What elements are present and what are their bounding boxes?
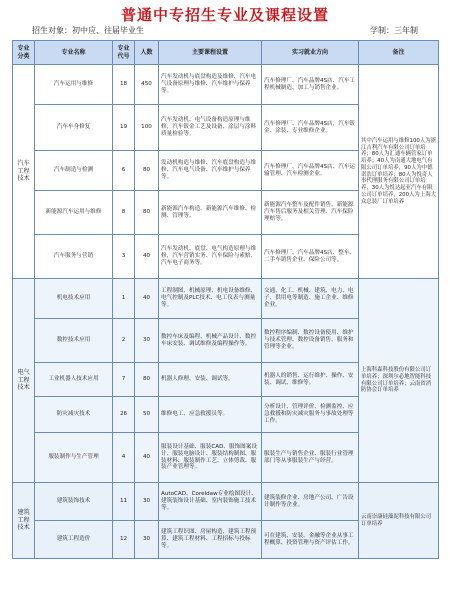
program-courses: 汽车发动机与底盘构造及维修、汽车电气设备原理与维修、汽车维护与保养等。 [159, 65, 262, 105]
program-jobs: 交通、化工、机械、建筑、电力、电子、供用电等制造、施工企业、维修企业。 [262, 279, 359, 319]
group-note: 上海科森科技股份有限公司订单培养；深圳尔必地智能科技有限公司订单培养；云南省消防协会订单培养 [359, 279, 439, 483]
program-name: 工业机器人技术应用 [35, 363, 113, 397]
program-count: 30 [135, 319, 159, 363]
program-jobs: 分析设计、管理评价、检测监控、应急救援和防灾减灾服务与事故处理等工作。 [262, 397, 359, 433]
program-jobs: 数控程序编制、数控设备使用、维护与技术管理、数控设备销售、服务和管理等企业。 [262, 319, 359, 363]
program-jobs: 可在建筑、安装、金融等企业从事工程概算、投资管理与资产评估工作。 [262, 521, 359, 559]
header-program-code: 专业代号 [113, 41, 135, 65]
category-cell: 汽车工程技术 [13, 65, 35, 279]
program-code: 4 [113, 433, 135, 483]
program-count: 50 [135, 397, 159, 433]
program-courses: 维修电工、应急救援员等。 [159, 397, 262, 433]
program-count: 40 [135, 235, 159, 279]
header-category: 专业分类 [13, 41, 35, 65]
program-name: 新能源汽车运用与维修 [35, 191, 113, 235]
program-code: 18 [113, 65, 135, 105]
program-table [12, 40, 439, 559]
enrollment-target: 招生对象：初中应、往届毕业生 [32, 26, 144, 35]
program-code: 1 [113, 279, 135, 319]
program-name: 防灾减灾技术 [35, 397, 113, 433]
page-title: 普通中专招生专业及课程设置 [120, 6, 329, 24]
program-courses: 数控车床及编程、机械产品设计、数控车床安装、调试维修及编程操作等。 [159, 319, 262, 363]
program-name: 汽车制造与检测 [35, 151, 113, 191]
program-jobs: 建筑装修企业、房地产公司、广告设计制作等企业。 [262, 483, 359, 521]
program-name: 服装制作与生产管理 [35, 433, 113, 483]
table-row [13, 279, 439, 319]
program-courses: 新能源汽车构造、新能源汽车维修、检测、管理等。 [159, 191, 262, 235]
program-courses: 建筑工程识图、房屋构造、建筑工程预算、建筑工程材料、工程招标与投标等。 [159, 521, 262, 559]
program-name: 汽车车身修复 [35, 105, 113, 151]
program-courses: 发动机构造与维修、汽车底盘构造与维修、汽车电气设备、汽车维护与保养等。 [159, 151, 262, 191]
program-courses: 工程制图、机械原理、机电设备维修、电气控制及PLC技术、电工仪表与测量等。 [159, 279, 262, 319]
program-count: 30 [135, 521, 159, 559]
program-jobs: 汽车修理厂、汽车品牌4S店、整车、二手车销售企业、保险公司等。 [262, 235, 359, 279]
program-name: 汽车运用与维修 [35, 65, 113, 105]
study-duration: 学制：三年制 [370, 26, 418, 35]
program-code: 19 [113, 105, 135, 151]
header-program-name: 专业名称 [35, 41, 113, 65]
program-name: 机电技术应用 [35, 279, 113, 319]
program-code: 2 [113, 319, 135, 363]
group-note: 云南崇康硅藻泥科技有限公司订单培养 [359, 483, 439, 559]
program-count: 80 [135, 191, 159, 235]
program-jobs: 汽车修理厂、汽车品牌4S店、汽车运输管理、汽车检测企业。 [262, 151, 359, 191]
program-code: 7 [113, 363, 135, 397]
program-count: 30 [135, 483, 159, 521]
program-code: 8 [113, 191, 135, 235]
program-code: 3 [113, 235, 135, 279]
program-name: 汽车服务与营销 [35, 235, 113, 279]
program-name: 建筑装饰技术 [35, 483, 113, 521]
program-code: 12 [113, 521, 135, 559]
group-note: 其中汽车运用与维修100人为浙江吉利汽车有限公司订单培养；80人为汇通车辆管家订单培养；40人为南通大地电气有限公司订单培养，90人为中德诺浩订单培养；80人为悦奇人事代理服务有限公司订单培养，30人为悦达起亚汽车有限公司订单培养，200人为上海大众总装厂订单培养 [359, 65, 439, 279]
program-courses: 机器人修理、安装、调试等。 [159, 363, 262, 397]
header-note: 备注 [359, 41, 439, 65]
program-count: 450 [135, 65, 159, 105]
program-courses: 服装设计基础、服装CAD、服饰图案设计、服装电脑设计、服装结构制图、服装材料、服装制作工艺、立体剪裁、服装产业管理等。 [159, 433, 262, 483]
program-courses: AutoCAD、Coreldaw专业绘图设计、建筑装饰设计基础、室内装饰施工技术等。 [159, 483, 262, 521]
header-jobs: 实习就业方向 [262, 41, 359, 65]
table-row [13, 483, 439, 521]
program-jobs: 汽车修理厂、汽车品牌4S店、汽车工程机械制造、加工与销售企业。 [262, 65, 359, 105]
header-count: 人数 [135, 41, 159, 65]
program-count: 40 [135, 279, 159, 319]
program-courses: 汽车发动机、电气设备构造原理与维修，汽车钣金工艺及设备、涂层与涂料质量检验等。 [159, 105, 262, 151]
header-courses: 主要课程设置 [159, 41, 262, 65]
program-count: 40 [135, 433, 159, 483]
program-name: 建筑工程造价 [35, 521, 113, 559]
program-count: 80 [135, 363, 159, 397]
program-jobs: 服装生产与销售企业、服装行业管理部门等从事服装生产与经营。 [262, 433, 359, 483]
program-jobs: 汽车修理厂、汽车品牌4S店，汽车钣金、涂装、专业维修企业。 [262, 105, 359, 151]
program-jobs: 机器人的销售、运行维护、操作、安装、调试、维修等。 [262, 363, 359, 397]
program-code: 6 [113, 151, 135, 191]
program-jobs: 新能源汽车整车及配件销售、新能源汽车售后服务及相关管理、汽车保险理赔等。 [262, 191, 359, 235]
category-cell: 电气工程技术 [13, 279, 35, 483]
table-row [13, 65, 439, 105]
program-name: 数控技术应用 [35, 319, 113, 363]
program-code: 26 [113, 397, 135, 433]
program-code: 11 [113, 483, 135, 521]
category-cell: 建筑工程技术 [13, 483, 35, 559]
program-count: 80 [135, 151, 159, 191]
program-count: 100 [135, 105, 159, 151]
program-courses: 汽车发动机、底盘、电气构造原理与维修，汽车营销实务、汽车保险与索赔、汽车电子商务等。 [159, 235, 262, 279]
table-header-row [13, 41, 439, 65]
